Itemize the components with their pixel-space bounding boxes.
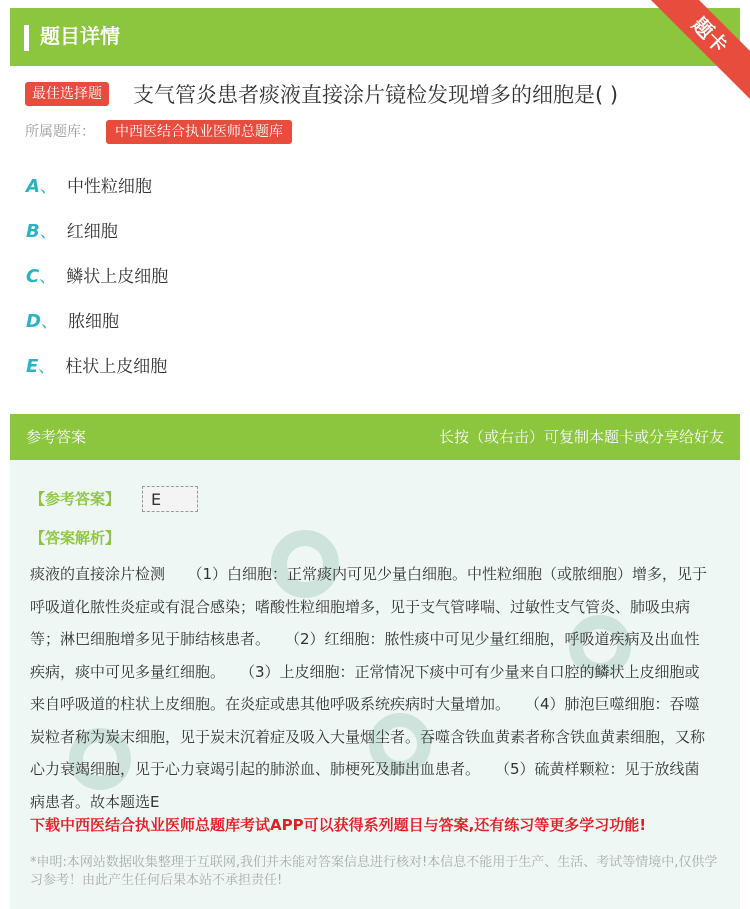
option-separator: 、 bbox=[40, 312, 58, 332]
question-type-badge: 最佳选择题 bbox=[25, 82, 109, 106]
answer-panel[interactable] bbox=[10, 414, 740, 909]
option-text: 红细胞 bbox=[66, 222, 118, 242]
answer-label: 【参考答案】 bbox=[30, 490, 121, 508]
question-bank-link[interactable]: 中西医结合执业医师总题库 bbox=[106, 120, 292, 144]
question-bank-label: 所属题库： bbox=[25, 124, 95, 140]
option-letter: E bbox=[26, 356, 39, 377]
option-text: 鳞状上皮细胞 bbox=[66, 267, 169, 287]
question-row bbox=[25, 80, 725, 112]
question-text: 支气管炎患者痰液直接涂片镜检发现增多的细胞是( ) bbox=[133, 83, 619, 107]
option-letter: B bbox=[26, 221, 40, 242]
page-title: 题目详情 bbox=[40, 24, 120, 48]
option-separator: 、 bbox=[39, 222, 57, 242]
answer-value: E bbox=[142, 486, 198, 512]
option-e[interactable] bbox=[26, 352, 167, 382]
page-header bbox=[10, 8, 740, 66]
app-download-promo[interactable]: 下载中西医结合执业医师总题库考试APP可以获得系列题目与答案,还有练习等更多学习功能! bbox=[30, 816, 647, 834]
option-text: 柱状上皮细胞 bbox=[65, 357, 168, 377]
analysis-text: 痰液的直接涂片检测 （1）白细胞：正常痰内可见少量白细胞。中性粒细胞（或脓细胞）增多，见于呼吸道化脓性炎症或有混合感染；嗜酸性粒细胞增多，见于支气管哮喘、过敏性支气管炎、肺吸虫病等；淋巴细胞增多见于肺结核患者。 （2）红细胞：脓性痰中可见少量红细胞，呼吸道疾病及出血性疾病，痰中可见多量红细胞。 （3）上皮细胞：正常情况下痰中可有少量来自口腔的鳞状上皮细胞或来自呼吸道的柱状上皮细胞。在炎症或患其他呼吸系统疾病时大量增加。 （4）肺泡巨噬细胞：吞噬炭粒者称为炭末细胞，见于炭末沉着症及吸入大量烟尘者。吞噬含铁血黄素者称含铁血黄素细胞，又称心力衰竭细胞，见于心力衰竭引起的肺淤血、肺梗死及肺出血患者。 （5）硫黄样颗粒：见于放线菌病患者。故本题选E bbox=[30, 565, 708, 811]
answer-panel-header bbox=[10, 414, 740, 460]
header-accent-bar bbox=[24, 25, 29, 51]
option-d[interactable] bbox=[26, 307, 119, 337]
option-a[interactable] bbox=[26, 172, 152, 202]
option-separator: 、 bbox=[39, 177, 57, 197]
option-text: 脓细胞 bbox=[67, 312, 119, 332]
share-hint: 长按（或右击）可复制本题卡或分享给好友 bbox=[438, 428, 724, 446]
option-text: 中性粒细胞 bbox=[66, 177, 152, 197]
ribbon-label: 题卡 bbox=[650, 0, 750, 100]
option-letter: A bbox=[26, 176, 40, 197]
option-letter: D bbox=[26, 311, 41, 332]
option-separator: 、 bbox=[39, 267, 57, 287]
disclaimer-text: *申明:本网站数据收集整理于互联网,我们并未能对答案信息进行核对!本信息不能用于生产、生活、考试等情境中,仅供学习参考！由此产生任何后果本站不承担责任! bbox=[30, 855, 718, 888]
option-separator: 、 bbox=[38, 357, 56, 377]
answer-panel-title: 参考答案 bbox=[26, 428, 87, 446]
analysis-label: 【答案解析】 bbox=[30, 529, 121, 547]
option-c[interactable] bbox=[26, 262, 168, 292]
option-b[interactable] bbox=[26, 217, 118, 247]
option-letter: C bbox=[26, 266, 40, 287]
